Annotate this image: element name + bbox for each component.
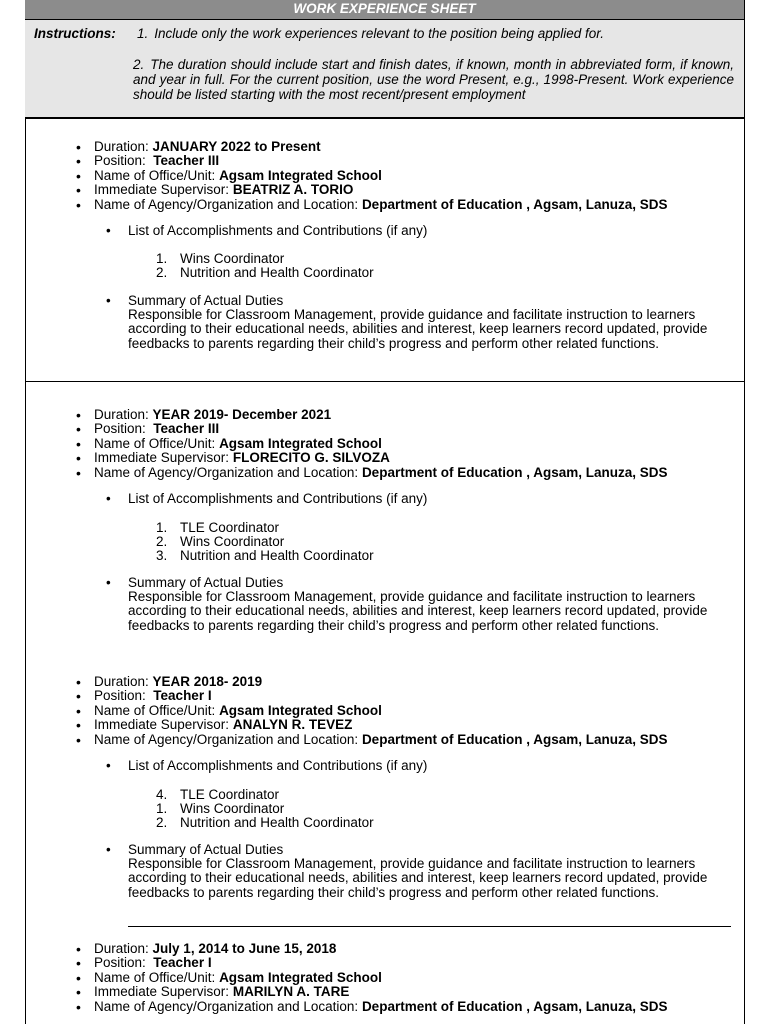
list-item: 2. Nutrition and Health Coordinator — [156, 815, 374, 830]
supervisor-value: ANALYN R. TEVEZ — [232, 717, 353, 733]
list-item: 4. TLE Coordinator — [156, 787, 280, 802]
agency-row: • Name of Agency/Organization and Location: Department of Education , Agsam, Lanuza, SDS — [76, 466, 667, 480]
supervisor-row: • Immediate Supervisor: MARILYN A. TARE — [76, 985, 667, 999]
divider — [25, 381, 745, 382]
duties-heading: • Summary of Actual Duties — [106, 575, 284, 590]
supervisor-value: FLORECITO G. SILVOZA — [232, 450, 390, 466]
duration-value: July 1, 2014 to June 15, 2018 — [152, 941, 337, 956]
instruction-1 — [137, 26, 604, 41]
office-row: • Name of Office/Unit: Agsam Integrated School — [76, 169, 667, 183]
office-row: • Name of Office/Unit: Agsam Integrated School — [76, 704, 667, 718]
position-row: • Position: Teacher I — [76, 956, 667, 970]
instructions-box — [25, 20, 744, 118]
accomplishments-list — [156, 788, 374, 830]
office-value: Agsam Integrated School — [219, 167, 382, 183]
duration-row: • Duration: July 1, 2014 to June 15, 2018 — [76, 942, 667, 956]
position-row: • Position: Teacher III — [76, 422, 667, 436]
entry-details — [76, 675, 667, 747]
duration-value: YEAR 2018- 2019 — [152, 674, 263, 689]
sheet-title: WORK EXPERIENCE SHEET — [25, 0, 744, 20]
duration-row: • Duration: JANUARY 2022 to Present — [76, 140, 667, 154]
office-row: • Name of Office/Unit: Agsam Integrated School — [76, 437, 667, 451]
agency-value: Department of Education , Agsam, Lanuza, SDS — [361, 464, 668, 480]
instructions-label: Instructions: — [34, 26, 116, 41]
list-item: 2. Wins Coordinator — [156, 534, 285, 549]
agency-row: • Name of Agency/Organization and Location: Department of Education , Agsam, Lanuza, SDS — [76, 1000, 667, 1014]
divider — [25, 118, 745, 119]
list-item: 1. Wins Coordinator — [156, 251, 285, 266]
instruction-2 — [133, 57, 734, 102]
position-row: • Position: Teacher III — [76, 154, 667, 168]
supervisor-row: • Immediate Supervisor: FLORECITO G. SILVOZA — [76, 451, 667, 465]
instruction-1-text: Include only the work experiences relevant to the position being applied for. — [154, 26, 605, 41]
accomplishments-heading: • List of Accomplishments and Contributions (if any) — [106, 758, 428, 773]
agency-value: Department of Education , Agsam, Lanuza, SDS — [361, 998, 668, 1014]
office-row: • Name of Office/Unit: Agsam Integrated School — [76, 971, 667, 985]
position-value: Teacher I — [153, 955, 212, 971]
duration-row: • Duration: YEAR 2018- 2019 — [76, 675, 667, 689]
entry-details — [76, 140, 667, 212]
duties-heading: • Summary of Actual Duties — [106, 842, 284, 857]
instruction-1-number: 1. — [137, 26, 149, 41]
agency-value: Department of Education , Agsam, Lanuza, SDS — [361, 731, 668, 747]
office-value: Agsam Integrated School — [219, 969, 382, 985]
duration-row: • Duration: YEAR 2019- December 2021 — [76, 408, 667, 422]
position-value: Teacher I — [153, 688, 212, 704]
list-item: 1. TLE Coordinator — [156, 520, 280, 535]
instruction-2-text: The duration should include start and finish dates, if known, month in abbreviated form, if known, and year in full. For the current position, use the word Present, e.g., 1998-Present. Work experience should be listed starting with the most recent/present employment — [133, 57, 734, 102]
entry-details — [76, 408, 667, 480]
office-value: Agsam Integrated School — [219, 702, 382, 718]
accomplishments-heading: • List of Accomplishments and Contributions (if any) — [106, 491, 428, 506]
accomplishments-list — [156, 521, 374, 563]
position-value: Teacher III — [153, 153, 220, 169]
list-item: 3. Nutrition and Health Coordinator — [156, 548, 374, 563]
list-item: 1. Wins Coordinator — [156, 801, 285, 816]
duties-heading: • Summary of Actual Duties — [106, 293, 284, 308]
entry-details — [76, 942, 667, 1014]
agency-row: • Name of Agency/Organization and Location: Department of Education , Agsam, Lanuza, SDS — [76, 733, 667, 747]
instruction-2-number: 2. — [133, 57, 145, 72]
position-row: • Position: Teacher I — [76, 689, 667, 703]
position-value: Teacher III — [153, 421, 220, 437]
supervisor-row: • Immediate Supervisor: ANALYN R. TEVEZ — [76, 718, 667, 732]
page-border-left — [25, 0, 26, 1024]
duties-text: Responsible for Classroom Management, provide guidance and facilitate instruction to learners according to their educational needs, abilities and interest, keep learners record updated, provide feedbacks to parents regarding their child’s progress and perform other related functions. — [128, 589, 708, 633]
duties-text: Responsible for Classroom Management, provide guidance and facilitate instruction to learners according to their educational needs, abilities and interest, keep learners record updated, provide feedbacks to parents regarding their child’s progress and perform other related functions. — [128, 856, 708, 900]
list-item: 2. Nutrition and Health Coordinator — [156, 265, 374, 280]
supervisor-row: • Immediate Supervisor: BEATRIZ A. TORIO — [76, 183, 667, 197]
accomplishments-list — [156, 252, 374, 280]
accomplishments-heading: • List of Accomplishments and Contributions (if any) — [106, 223, 428, 238]
agency-row: • Name of Agency/Organization and Location: Department of Education , Agsam, Lanuza, SDS — [76, 198, 667, 212]
agency-value: Department of Education , Agsam, Lanuza, SDS — [361, 196, 668, 212]
page-border-right — [744, 0, 745, 1024]
supervisor-value: BEATRIZ A. TORIO — [232, 182, 354, 198]
supervisor-value: MARILYN A. TARE — [232, 984, 350, 1000]
duration-value: YEAR 2019- December 2021 — [152, 407, 332, 422]
duration-value: JANUARY 2022 to Present — [152, 139, 321, 154]
signature-line — [128, 926, 731, 927]
office-value: Agsam Integrated School — [219, 435, 382, 451]
duties-text: Responsible for Classroom Management, provide guidance and facilitate instruction to learners according to their educational needs, abilities and interest, keep learners record updated, provide feedbacks to parents regarding their child’s progress and perform other related functions. — [128, 307, 708, 351]
